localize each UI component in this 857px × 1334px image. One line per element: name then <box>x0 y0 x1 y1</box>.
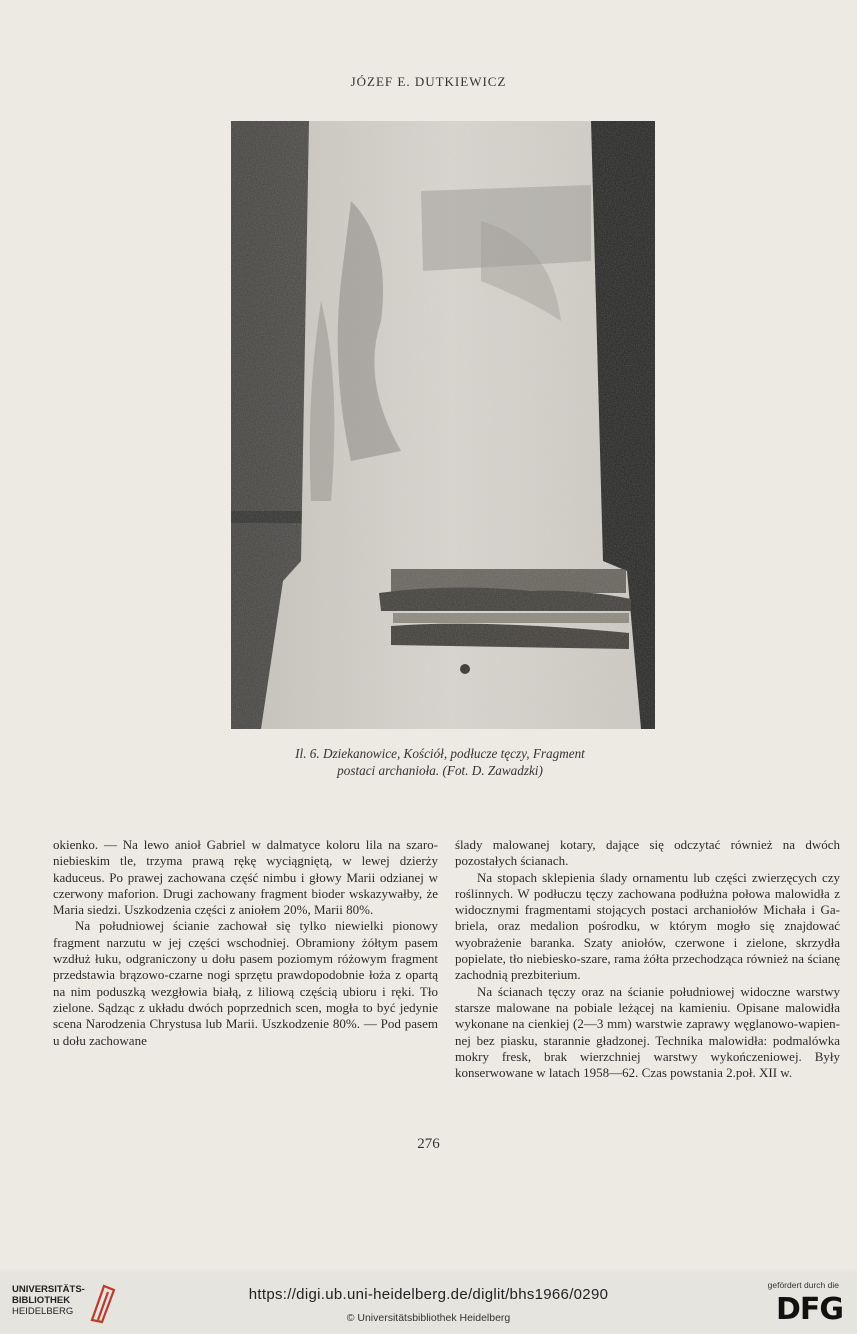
figure-photograph <box>231 121 655 729</box>
viewer-footer <box>0 1272 857 1334</box>
paragraph: Na ścianach tęczy oraz na ścianie południowej widoczne warstwy starsze malowane na pobiale leżącej na kamieniu. Opisane malowidła wykonane na cienkiej (2—3 mm) warstwie zaprawy węglanowo-wapiennej bez piasku, starannie gładzonej. Technika malowidła: podmalówka mokry fresk, brak wierzchniej warstwy wykończeniowej. Były konserwowane w latach 1958—62. Czas powstania 2.poł. XII w. <box>455 983 840 1081</box>
caption-line-2: postaci archanioła. (Fot. D. Zawadzki) <box>337 763 543 778</box>
page-number: 276 <box>417 1136 440 1152</box>
funding-note: gefördert durch die <box>767 1280 839 1290</box>
copyright-notice: © Universitätsbibliothek Heidelberg <box>346 1312 511 1324</box>
text-column-left <box>53 837 438 1049</box>
library-logo[interactable]: UNIVERSITÄTS- BIBLIOTHEK HEIDELBERG <box>12 1284 85 1317</box>
dfg-logo[interactable]: DFG <box>775 1292 843 1327</box>
paragraph: okienko. — Na lewo anioł Gabriel w dalmatyce koloru lila na szaro-niebieskim tle, trzyma prawą rękę wyciągniętą, w lewej dzierży kaduceus. Po prawej zachowana część nimbu i głowy Marii odzianej w czerwony maforion. Drugi zachowany fragment bioder wskazywałby, że Maria siedzi. Uszkodzenia części z aniołem 20%, Marii 80%. <box>53 837 438 918</box>
running-header: JÓZEF E. DUTKIEWICZ <box>350 74 507 89</box>
paragraph: Na stopach sklepienia ślady ornamentu lub części zwierzęcych czy roślinnych. W podłuczu tęczy zachowana podłużna połowa malowidła z widocznymi fragmentami stojących postaci archaniołów Michała i Gabriela, oraz medalion pośrodku, w którym mogło się znajdować wyobrażenie baranka. Szaty aniołów, czerwone i zielone, skrzydła popielate, tło niebiesko-szare, rama żółta przechodząca również na ścianę zachodnią prezbiterium. <box>455 869 840 983</box>
permalink-url[interactable]: https://digi.ub.uni-heidelberg.de/diglit/bhs1966/0290 <box>248 1286 609 1303</box>
text-column-right <box>455 837 840 1081</box>
figure-caption <box>180 745 700 779</box>
paragraph: ślady malowanej kotary, dające się odczytać również na dwóch pozostałych ścianach. <box>455 837 840 869</box>
archangel-fresco-photo <box>231 121 655 729</box>
caption-line-1: Il. 6. Dziekanowice, Kościół, podłucze tęczy, Fragment <box>295 746 585 761</box>
paragraph: Na południowej ścianie zachował się tylko niewielki pionowy fragment narzutu w jej części wschodniej. Obramiony żółtym pasem wzdłuż łuku, odgraniczony u dołu pasem poziomym różowym fragment przedstawia brązowo-czarne nogi sprzętu prawdopodobnie łoża z opartą na nim poduszką wezgłowia białą, z liliową częścią ubioru i ręki. Tło zielone. Sądząc z układu dwóch poprzednich scen, mogła to być jedynie scena Narodzenia Chrystusa lub Marii. Uszkodzenie 80%. — Pod pasem u dołu zachowane <box>53 918 438 1048</box>
